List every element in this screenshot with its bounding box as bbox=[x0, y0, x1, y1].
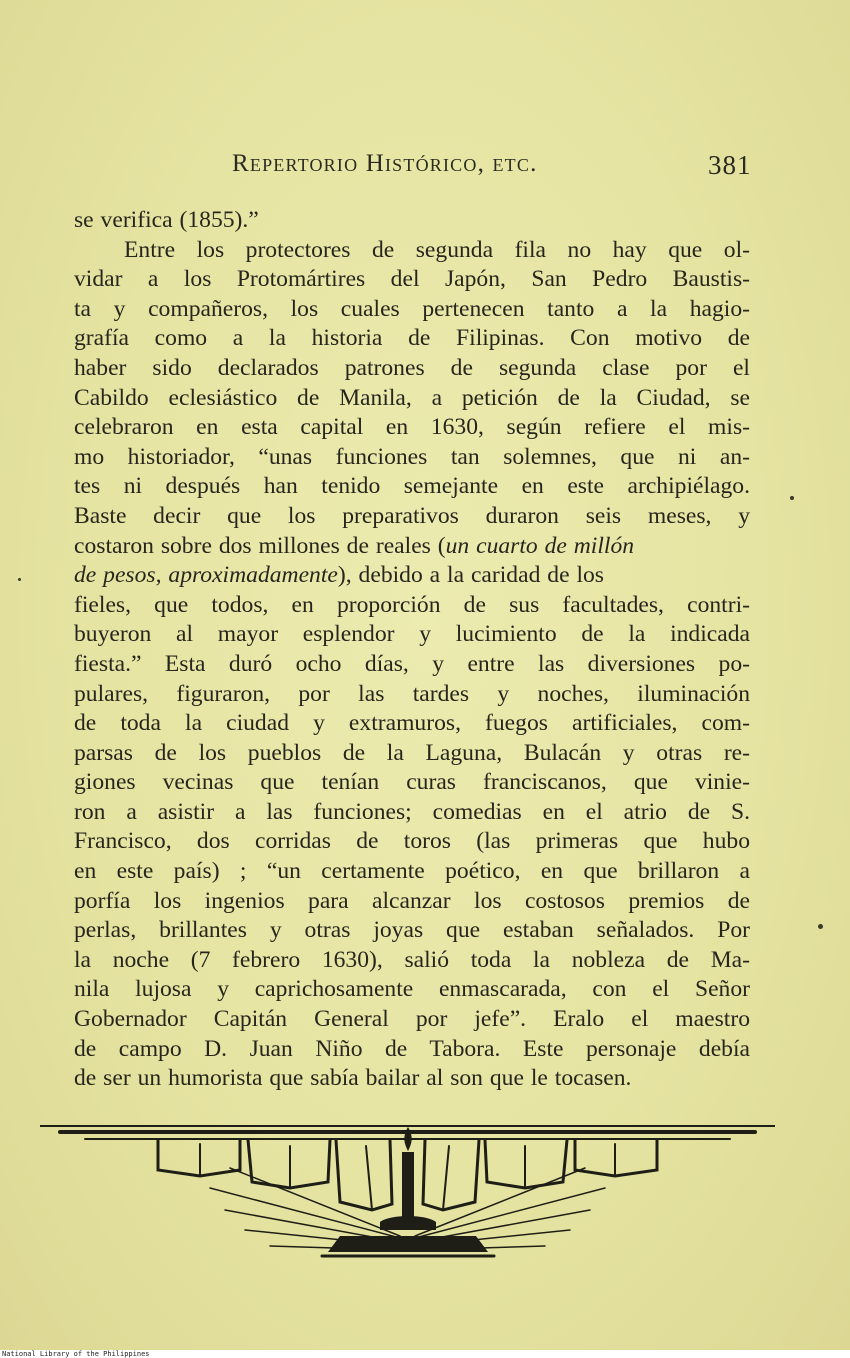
text-line: celebraron en esta capital en 1630, según refiere el mis- bbox=[74, 414, 750, 441]
text-line: giones vecinas que tenían curas franciscanos, que vinie- bbox=[74, 769, 750, 796]
text-line: Francisco, dos corridas de toros (las primeras que hubo bbox=[74, 828, 750, 855]
text-line: ta y compañeros, los cuales pertenecen tanto a la hagio- bbox=[74, 295, 750, 322]
text-line: tes ni después han tenido semejante en este archipiélago. bbox=[74, 473, 750, 500]
text-line: porfía los ingenios para alcanzar los costosos premios de bbox=[74, 887, 750, 914]
text-segment: costaron sobre dos millones de reales ( bbox=[74, 532, 446, 559]
text-line-mixed bbox=[74, 561, 750, 591]
text-line: fiesta.” Esta duró ocho días, y entre las diversiones po- bbox=[74, 650, 750, 677]
paper-speck bbox=[790, 496, 794, 500]
italic-phrase: de pesos, aproximadamente bbox=[74, 562, 338, 589]
text-segment: ), debido a la caridad de los bbox=[337, 562, 604, 589]
text-line: buyeron al mayor esplendor y lucimiento de la indicada bbox=[74, 621, 750, 648]
text-line: perlas, brillantes y otras joyas que estaban señalados. Por bbox=[74, 917, 750, 944]
page-number: 381 bbox=[708, 150, 752, 180]
text-line: de toda la ciudad y extramuros, fuegos artificiales, com- bbox=[74, 710, 750, 737]
text-line: parsas de los pueblos de la Laguna, Bulacán y otras re- bbox=[74, 739, 750, 766]
text-line-mixed bbox=[74, 532, 750, 562]
text-line: Gobernador Capitán General por jefe”. Eralo el maestro bbox=[74, 1006, 750, 1033]
text-line: mo historiador, “unas funciones tan solemnes, que ni an- bbox=[74, 443, 750, 470]
text-line: la noche (7 febrero 1630), salió toda la nobleza de Ma- bbox=[74, 946, 750, 973]
running-title: Repertorio Histórico, etc. bbox=[232, 150, 538, 177]
text-line: haber sido declarados patrones de segunda clase por el bbox=[74, 354, 750, 381]
text-line: fieles, que todos, en proporción de sus facultades, contri- bbox=[74, 591, 750, 618]
tailpiece-ornament bbox=[40, 1118, 775, 1268]
text-line: grafía como a la historia de Filipinas. Con motivo de bbox=[74, 325, 750, 352]
text-line: Baste decir que los preparativos duraron seis meses, y bbox=[74, 502, 750, 529]
text-line: vidar a los Protomártires del Japón, San Pedro Baustis- bbox=[74, 266, 750, 293]
text-line: Entre los protectores de segunda fila no hay que ol- bbox=[124, 236, 750, 263]
text-line: nila lujosa y caprichosamente enmascarada, con el Señor bbox=[74, 976, 750, 1003]
text-line: ron a asistir a las funciones; comedias en el atrio de S. bbox=[74, 798, 750, 825]
paper-speck bbox=[818, 924, 823, 929]
text-line: de ser un humorista que sabía bailar al son que le tocasen. bbox=[74, 1065, 632, 1092]
text-line: Cabildo eclesiástico de Manila, a petición de la Ciudad, se bbox=[74, 384, 750, 411]
italic-phrase: un cuarto de millón bbox=[445, 532, 635, 559]
body-text bbox=[74, 206, 750, 1094]
paper-speck bbox=[18, 578, 21, 581]
text-line: se verifica (1855).” bbox=[74, 207, 259, 233]
page-header bbox=[0, 146, 850, 186]
text-line: en este país) ; “un certamente poético, en que brillaron a bbox=[74, 858, 750, 885]
text-line: de campo D. Juan Niño de Tabora. Este personaje debía bbox=[74, 1035, 750, 1062]
text-line: pulares, figuraron, por las tardes y noches, iluminación bbox=[74, 680, 750, 707]
scan-credit: National Library of the Philippines bbox=[2, 1350, 150, 1358]
